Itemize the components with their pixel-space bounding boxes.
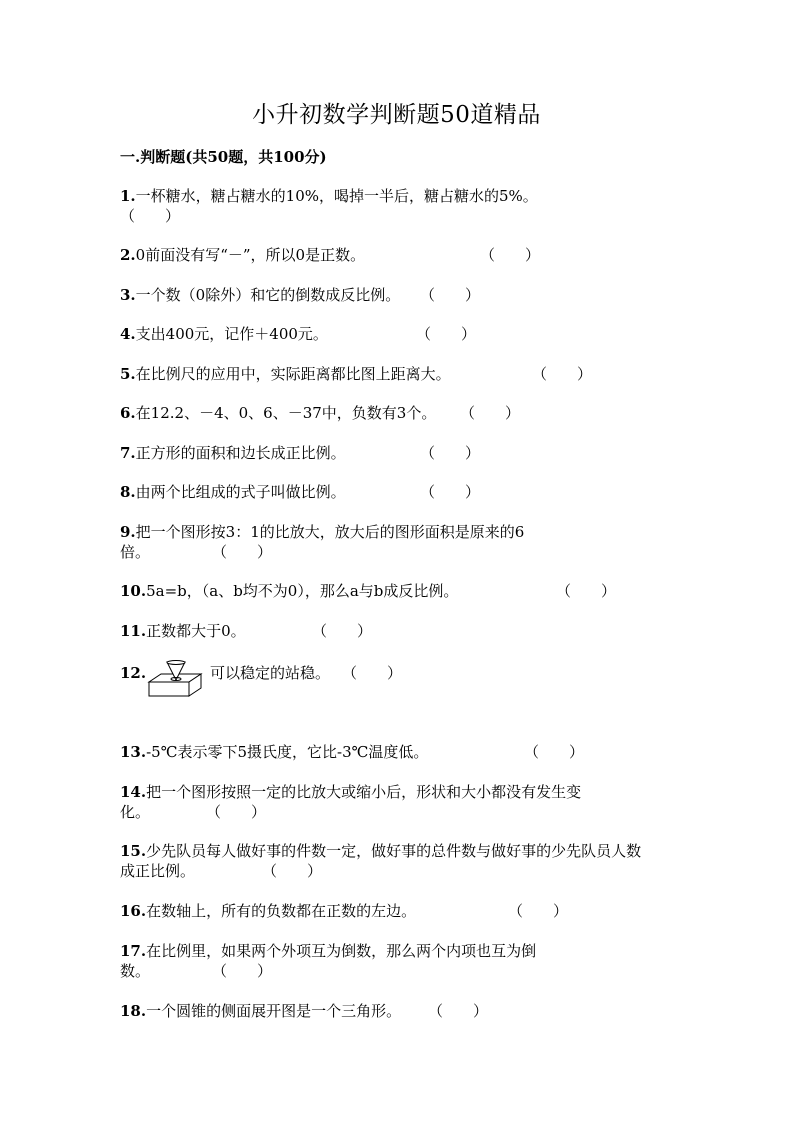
answer-blank[interactable]: （ ）: [420, 483, 481, 501]
question-12: [120, 663, 403, 683]
answer-blank[interactable]: （ ）: [524, 743, 585, 761]
answer-blank[interactable]: （ ）: [262, 862, 323, 880]
question-text: 在数轴上，所有的负数都在正数的左边。: [146, 902, 417, 920]
question-text-continued: 倍。: [120, 543, 151, 561]
answer-blank[interactable]: （ ）: [416, 325, 477, 343]
question-text: 由两个比组成的式子叫做比例。: [135, 483, 346, 501]
question-number: 1.: [120, 187, 136, 205]
question-4: [120, 324, 477, 344]
question-11: [120, 621, 373, 641]
question-text: 正方形的面积和边长成正比例。: [135, 444, 346, 462]
question-text: 可以稳定的站稳。: [210, 664, 331, 682]
question-number: 17.: [120, 942, 147, 960]
question-16: [120, 901, 569, 921]
question-15: [120, 841, 641, 881]
question-number: 7.: [120, 444, 136, 462]
question-10: [120, 581, 617, 601]
question-text: 0前面没有写“－”，所以0是正数。: [135, 246, 366, 264]
question-text: 一杯糖水，糖占糖水的10%，喝掉一半后，糖占糖水的5%。: [135, 187, 538, 205]
question-text-continued: 化。: [120, 803, 151, 821]
question-2: [120, 245, 541, 265]
answer-blank[interactable]: （ ）: [212, 962, 273, 980]
question-text: 一个数（0除外）和它的倒数成反比例。: [135, 286, 401, 304]
question-number: 9.: [120, 523, 136, 541]
answer-blank[interactable]: （ ）: [206, 803, 267, 821]
question-text: 把一个图形按3：1的比放大，放大后的图形面积是原来的6: [135, 523, 525, 541]
answer-blank[interactable]: （ ）: [532, 365, 593, 383]
question-6: [120, 403, 521, 423]
question-number: 14.: [120, 783, 147, 801]
answer-blank[interactable]: （ ）: [342, 664, 403, 682]
answer-blank[interactable]: （ ）: [480, 246, 541, 264]
question-text: 少先队员每人做好事的件数一定，做好事的总件数与做好事的少先队员人数: [146, 842, 642, 860]
question-number: 4.: [120, 325, 136, 343]
question-14: [120, 782, 581, 822]
question-number: 5.: [120, 365, 136, 383]
answer-blank[interactable]: （ ）: [508, 902, 569, 920]
question-17: [120, 941, 536, 981]
answer-blank[interactable]: （ ）: [420, 286, 481, 304]
question-text: 正数都大于0。: [146, 622, 246, 640]
question-number: 6.: [120, 404, 136, 422]
question-text: 在比例里，如果两个外项互为倒数，那么两个内项也互为倒: [146, 942, 537, 960]
page-title: 小升初数学判断题50道精品: [252, 102, 541, 128]
question-13: [120, 742, 585, 762]
question-7: [120, 443, 481, 463]
question-text: -5℃表示零下5摄氏度，它比-3℃温度低。: [146, 743, 429, 761]
question-8: [120, 482, 481, 502]
answer-blank[interactable]: （ ）: [120, 207, 181, 225]
question-number: 3.: [120, 286, 136, 304]
question-text: 在比例尺的应用中，实际距离都比图上距离大。: [135, 365, 451, 383]
question-text-continued: 数。: [120, 962, 151, 980]
question-text: 一个圆锥的侧面展开图是一个三角形。: [146, 1002, 402, 1020]
question-number: 16.: [120, 902, 147, 920]
answer-blank[interactable]: （ ）: [556, 582, 617, 600]
question-number: 2.: [120, 246, 136, 264]
question-number: 18.: [120, 1002, 147, 1020]
question-3: [120, 285, 481, 305]
answer-blank[interactable]: （ ）: [460, 404, 521, 422]
question-number: 10.: [120, 582, 147, 600]
question-text: 在12.2、－4、0、6、－37中，负数有3个。: [135, 404, 437, 422]
question-9: [120, 522, 524, 562]
question-number: 13.: [120, 743, 147, 761]
question-number: 11.: [120, 622, 147, 640]
answer-blank[interactable]: （ ）: [428, 1002, 489, 1020]
question-text: 支出400元，记作＋400元。: [135, 325, 328, 343]
question-text: 5a=b，（a、b均不为0），那么a与b成反比例。: [146, 582, 459, 600]
question-1: [120, 186, 538, 225]
answer-blank[interactable]: （ ）: [212, 543, 273, 561]
question-number: 12.: [120, 664, 147, 682]
question-text: 把一个图形按照一定的比放大或缩小后，形状和大小都没有发生变: [146, 783, 582, 801]
question-number: 15.: [120, 842, 147, 860]
cone-on-block-figure: [145, 660, 205, 702]
question-text-continued: 成正比例。: [120, 862, 196, 880]
answer-blank[interactable]: （ ）: [420, 444, 481, 462]
question-18: [120, 1001, 489, 1021]
section-heading: 一.判断题(共50题，共100分): [120, 148, 327, 166]
question-5: [120, 364, 593, 384]
answer-blank[interactable]: （ ）: [312, 622, 373, 640]
question-number: 8.: [120, 483, 136, 501]
